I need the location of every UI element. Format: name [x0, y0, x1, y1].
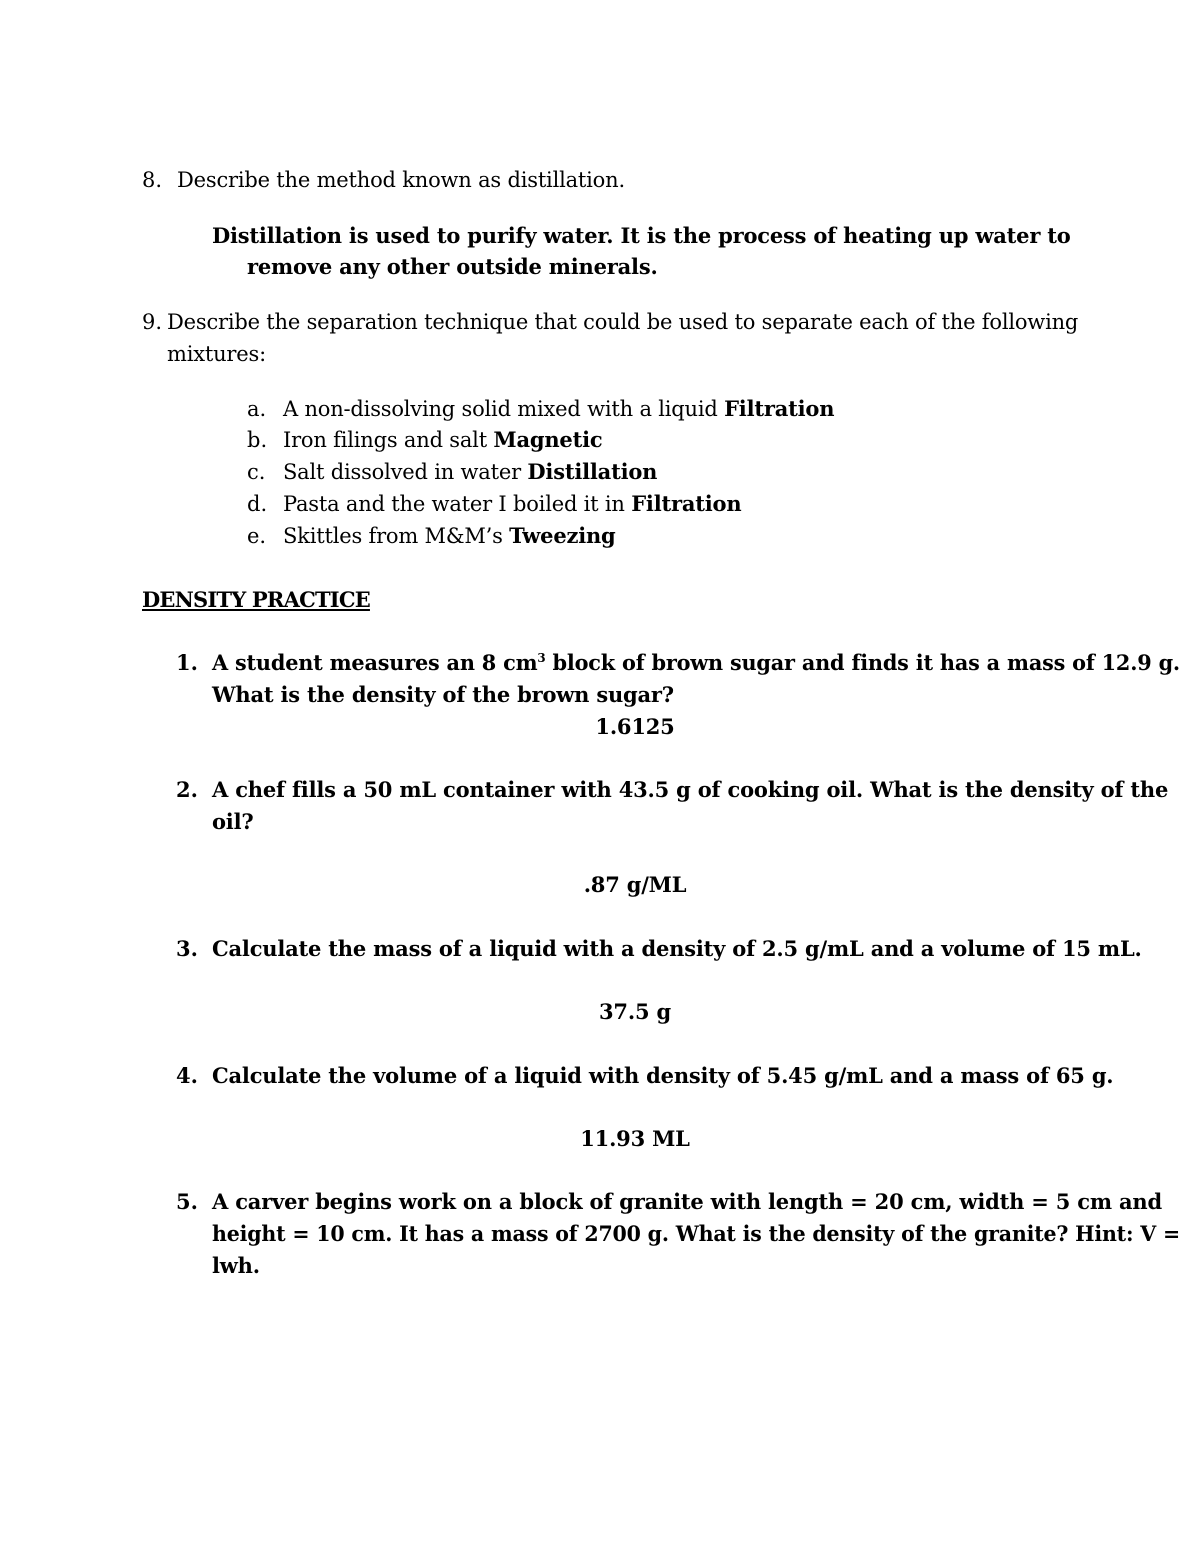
- question-8-answer-line-2: remove any other outside minerals.: [247, 254, 658, 279]
- problem-2-line-1: A chef fills a 50 mL container with 43.5 g of cooking oil. What is the density of the: [212, 777, 1169, 802]
- problem-1-answer: 1.6125: [595, 714, 675, 739]
- problem-1-line-1: [212, 648, 1180, 678]
- cubed-superscript: 3: [537, 651, 546, 665]
- question-9-text-line-1: Describe the separation technique that could be used to separate each of the following: [167, 310, 1079, 334]
- list-item-text: Skittles from M&M’s: [283, 524, 510, 548]
- problem-5-line-2: height = 10 cm. It has a mass of 2700 g. What is the density of the granite? Hint: V =: [212, 1221, 1180, 1246]
- list-item-text: Iron filings and salt: [283, 428, 494, 452]
- problem-1-line-2: What is the density of the brown sugar?: [212, 682, 674, 707]
- list-item-answer: Tweezing: [509, 523, 616, 548]
- question-8-answer-line-1: Distillation is used to purify water. It is the process of heating up water to: [212, 223, 1071, 248]
- density-practice-heading: DENSITY PRACTICE: [142, 587, 370, 612]
- problem-1-text-a: A student measures an 8 cm: [212, 650, 538, 675]
- list-item: [283, 521, 616, 551]
- list-item-letter: a.: [247, 397, 267, 421]
- problem-4-number: 4.: [176, 1063, 198, 1088]
- problem-1-text-b: block of brown sugar and finds it has a mass of 12.9 g.: [545, 650, 1180, 675]
- list-item-answer: Filtration: [631, 491, 742, 516]
- list-item-letter: e.: [247, 524, 267, 548]
- problem-5-line-3: lwh.: [212, 1253, 260, 1278]
- list-item-answer: Magnetic: [493, 427, 603, 452]
- problem-2-answer: .87 g/ML: [583, 872, 687, 897]
- question-9-text-line-2: mixtures:: [167, 342, 266, 366]
- problem-1-number: 1.: [176, 650, 198, 675]
- list-item-answer: Distillation: [527, 459, 658, 484]
- problem-2-number: 2.: [176, 777, 198, 802]
- problem-3-line-1: Calculate the mass of a liquid with a density of 2.5 g/mL and a volume of 15 mL.: [212, 936, 1142, 961]
- list-item: [283, 425, 602, 455]
- question-9-number: 9.: [142, 310, 163, 334]
- question-8-text: Describe the method known as distillation.: [177, 168, 625, 192]
- list-item-letter: c.: [247, 460, 266, 484]
- question-8-number: 8.: [142, 168, 163, 192]
- list-item-text: A non-dissolving solid mixed with a liquid: [283, 397, 725, 421]
- problem-4-answer: 11.93 ML: [580, 1126, 690, 1151]
- list-item-text: Salt dissolved in water: [283, 460, 528, 484]
- list-item-text: Pasta and the water I boiled it in: [283, 492, 632, 516]
- problem-5-number: 5.: [176, 1189, 198, 1214]
- problem-3-answer: 37.5 g: [599, 999, 671, 1024]
- problem-5-line-1: A carver begins work on a block of granite with length = 20 cm, width = 5 cm and: [212, 1189, 1162, 1214]
- list-item: [283, 394, 834, 424]
- problem-2-line-2: oil?: [212, 809, 254, 834]
- list-item-answer: Filtration: [724, 396, 835, 421]
- problem-4-line-1: Calculate the volume of a liquid with density of 5.45 g/mL and a mass of 65 g.: [212, 1063, 1114, 1088]
- list-item-letter: d.: [247, 492, 268, 516]
- problem-3-number: 3.: [176, 936, 198, 961]
- list-item: [283, 489, 741, 519]
- list-item: [283, 457, 657, 487]
- list-item-letter: b.: [247, 428, 268, 452]
